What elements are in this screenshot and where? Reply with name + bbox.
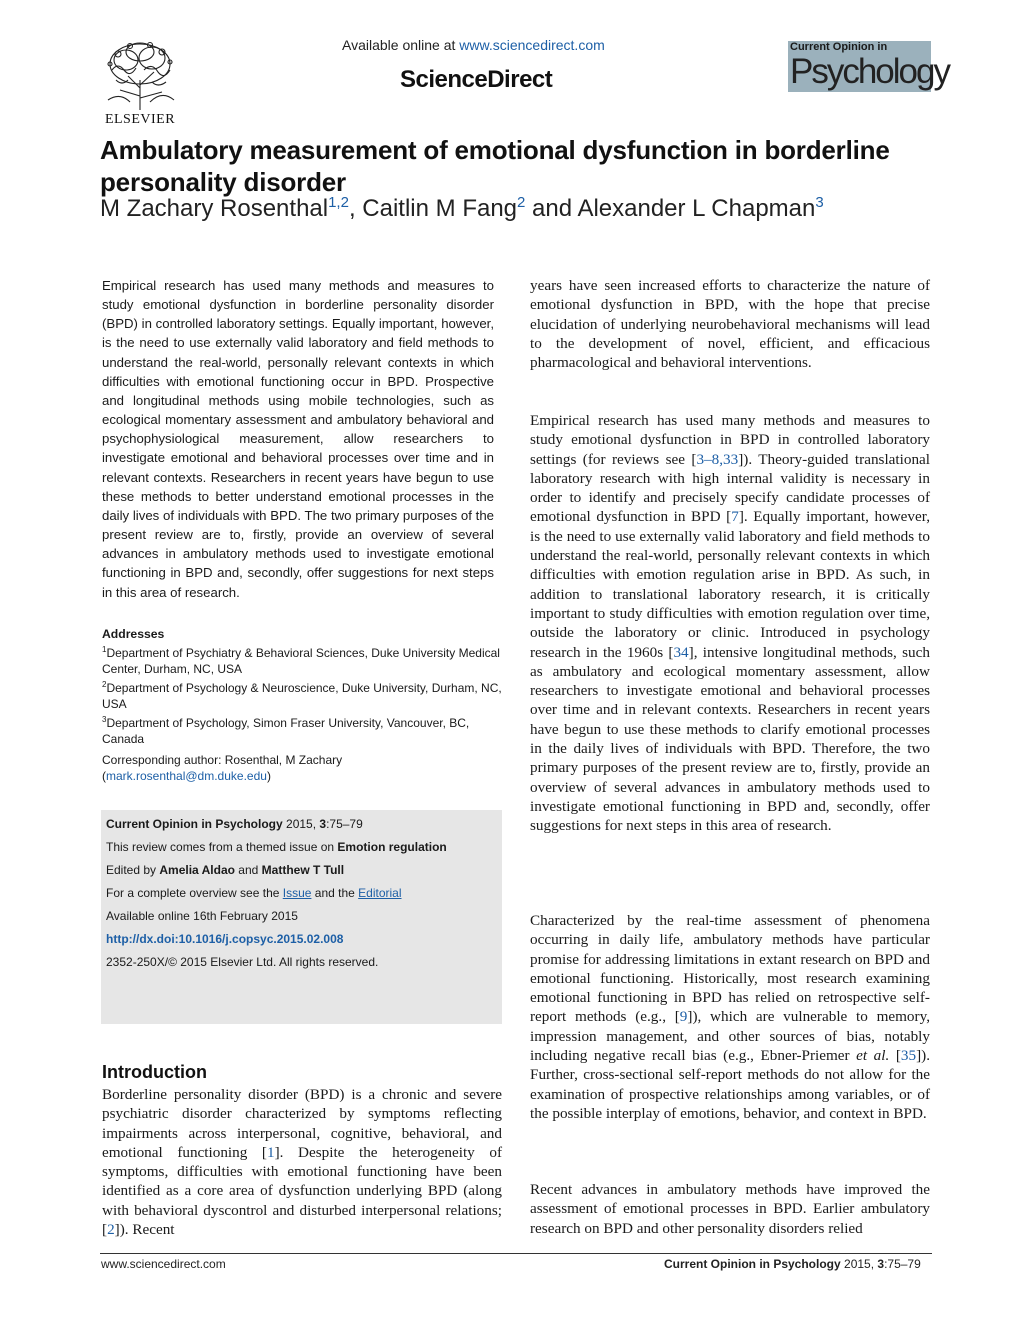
- sciencedirect-brand: ScienceDirect: [400, 66, 553, 93]
- author-separator: and: [525, 195, 578, 222]
- address-item: [102, 677, 502, 712]
- copyright-symbol: ©: [168, 955, 177, 969]
- info-theme: [106, 840, 447, 854]
- corresponding-author: [102, 752, 502, 784]
- sciencedirect-url-link[interactable]: www.sciencedirect.com: [459, 37, 605, 53]
- reference-link[interactable]: 2: [107, 1221, 115, 1239]
- journal-badge-top-text: Current Opinion in: [790, 41, 888, 53]
- reference-link[interactable]: 35: [900, 1047, 917, 1065]
- journal-badge-big-text: Psychology: [790, 52, 949, 91]
- doi-link[interactable]: http://dx.doi:10.1016/j.copsyc.2015.02.008: [106, 932, 344, 946]
- body-text: ]), which are vulnerable to memory, impression management, and other sources of bias, notably including negative recall bias (e.g., Ebner-Priemer: [530, 1008, 930, 1065]
- introduction-paragraph: [102, 1085, 502, 1239]
- issue-link[interactable]: Issue: [282, 886, 312, 900]
- body-text: Borderline personality disorder (BPD) is a chronic and severe psychiatric disorder characterized by symptoms reflecting impairments across interpersonal, cognitive, behavioral, and emotional functioning [: [102, 1086, 502, 1161]
- addresses-heading: Addresses: [102, 627, 165, 641]
- info-editor-name: Amelia Aldao: [159, 863, 235, 877]
- address-item: [102, 642, 502, 677]
- reference-link[interactable]: 9: [679, 1008, 688, 1026]
- info-overview-prefix: For a complete overview see the: [106, 886, 283, 900]
- author-name: Caitlin M Fang: [362, 195, 518, 222]
- elsevier-logo: [100, 40, 180, 128]
- author-name: Alexander L Chapman: [577, 195, 816, 222]
- author-list: [100, 194, 824, 223]
- reference-link[interactable]: 3–8,33: [696, 450, 739, 468]
- address-text: Department of Psychiatry & Behavioral Sciences, Duke University Medical Center, Durham, NC, USA: [102, 646, 500, 676]
- info-overview: [106, 886, 402, 900]
- info-copyright: [106, 955, 378, 969]
- reference-link[interactable]: 34: [673, 643, 689, 661]
- introduction-heading: Introduction: [102, 1062, 207, 1082]
- address-number: 2: [102, 680, 107, 689]
- address-item: [102, 712, 502, 747]
- body-text: ]). Recent: [114, 1221, 175, 1239]
- footer-divider: [100, 1253, 932, 1254]
- body-text: ]). Further, cross-sectional self-report methods do not allow for the examination of prospective relationships among variables, or of the possible interplay of emotions, behavior, and context in BPD.: [530, 1047, 930, 1122]
- corresponding-label: Corresponding author: Rosenthal, M Zachary: [102, 753, 343, 767]
- available-online-prefix: Available online at: [342, 37, 460, 53]
- author-affiliation-link[interactable]: 1,2: [328, 194, 349, 211]
- footer-volume: 3: [877, 1257, 885, 1271]
- author-separator: ,: [348, 195, 363, 222]
- info-available-date: Available online 16th February 2015: [106, 909, 298, 923]
- body-text: [: [889, 1047, 901, 1065]
- info-volume: 3: [319, 817, 327, 831]
- address-number: 3: [102, 715, 107, 724]
- et-al-text: et al.: [856, 1047, 890, 1065]
- info-edited-prefix: Edited by: [106, 863, 160, 877]
- body-paragraph: Recent advances in ambulatory methods have improved the assessment of emotional processes in BPD. Earlier ambulatory research on BPD and other personality disorders relied: [530, 1181, 930, 1237]
- author-affiliation-link[interactable]: 3: [815, 194, 824, 211]
- address-text: Department of Psychology, Simon Fraser University, Vancouver, BC, Canada: [102, 716, 470, 746]
- elsevier-wordmark: ELSEVIER: [104, 112, 176, 127]
- corresponding-email-link[interactable]: mark.rosenthal@dm.duke.edu: [106, 769, 267, 783]
- footer-pages: :75–79: [884, 1257, 921, 1271]
- author-name: M Zachary Rosenthal: [100, 195, 329, 222]
- reference-link[interactable]: 7: [731, 508, 739, 526]
- footer-url[interactable]: www.sciencedirect.com: [101, 1257, 226, 1271]
- journal-badge: [788, 41, 949, 92]
- body-text: Empirical research has used many methods and measures to study emotional dysfunction in BPD in controlled laboratory settings (for reviews see [: [530, 412, 930, 468]
- footer-citation: [664, 1257, 921, 1271]
- address-text: Department of Psychology & Neuroscience, Duke University, Durham, NC, USA: [102, 681, 502, 711]
- elsevier-tree-icon: [100, 40, 180, 112]
- body-text: ]). Theory-guided translational laboratory research with high internal validity is necessary in order to identify and precisely specify candidate processes of emotional dysfunction in BPD [: [530, 450, 930, 526]
- body-text: Characterized by the real-time assessment of phenomena occurring in daily life, ambulatory methods have particular promise for addressing limitations in extant research on BPD and emotional functioning. Historically, most research examining emotional functioning in BPD has relied on retrospective self-report methods (e.g., [: [530, 912, 930, 1026]
- body-paragraph: [530, 911, 930, 1123]
- addresses-section: [102, 626, 502, 747]
- available-online-line: [342, 37, 605, 53]
- author-affiliation-link[interactable]: 2: [517, 194, 526, 211]
- address-number: 1: [102, 645, 107, 654]
- article-title: Ambulatory measurement of emotional dysfunction in borderline personality disorder: [100, 135, 890, 197]
- info-year: 2015,: [282, 817, 320, 831]
- body-text: ]. Despite the heterogeneity of symptoms, difficulties with emotional functioning have been identified as a core area of dysfunction underlying BPD (along with behavioral dyscontrol and disturbed interpersonal relations; [: [102, 1143, 503, 1239]
- info-editors: [106, 863, 344, 877]
- info-journal-name: Current Opinion in Psychology: [106, 817, 283, 831]
- info-editor-name: Matthew T Tull: [261, 863, 345, 877]
- editorial-link[interactable]: Editorial: [358, 886, 402, 900]
- abstract-text: Empirical research has used many methods and measures to study emotional dysfunction in borderline personality disorder (BPD) in controlled laboratory settings. Equally important, however, is the need to use externally valid laboratory and field methods to understand the real-world, personally relevant contexts in which difficulties with emotional functioning occur in BPD. Prospective and longitudinal methods using mobile technologies, such as ecological momentary assessment and ambulatory behavioral and psychophysiological measurement, allow researchers to investigate emotional and behavioral processes over time and in relevant contexts. Researchers in recent years have begun to use these methods to better understand emotional processes in the daily lives of individuals with BPD. The two primary purposes of the present review are to, firstly, provide an overview of several advances in ambulatory methods used to investigate emotional functioning in BPD and, secondly, offer suggestions for next steps in this area of research.: [102, 278, 494, 600]
- info-overview-and: and the: [311, 886, 359, 900]
- body-paragraph: [530, 411, 930, 836]
- body-text: ]. Equally important, however, is the need to use externally valid laboratory and field methods to understand the real-world, personally relevant contexts in which difficulties with emotion regulation arise in BPD. As such, in addition to translational laboratory research, it is critically important to study difficulties with emotion regulation over time, outside the laboratory or clinic. Introduced in psychology research in the 1960s [: [530, 508, 930, 661]
- corresponding-email-line: (mark.rosenthal@dm.duke.edu): [102, 769, 271, 783]
- info-theme-prefix: This review comes from a themed issue on: [106, 840, 338, 854]
- info-pages: :75–79: [326, 817, 363, 831]
- reference-link[interactable]: 1: [266, 1143, 275, 1161]
- info-citation: [106, 817, 363, 831]
- info-copyright-text: 2015 Elsevier Ltd. All rights reserved.: [176, 955, 379, 969]
- footer-year: 2015,: [840, 1257, 878, 1271]
- info-theme-name: Emotion regulation: [337, 840, 447, 854]
- info-edited-and: and: [234, 863, 262, 877]
- body-paragraph: years have seen increased efforts to characterize the nature of emotional dysfunction in BPD, with the hope that precise elucidation of underlying neurobehavioral mechanisms will lead to the development of novel, efficient, and efficacious pharmacological and behavioral interventions.: [530, 277, 930, 372]
- info-issn: 2352-250X/: [106, 955, 169, 969]
- footer-journal: Current Opinion in Psychology: [664, 1257, 841, 1271]
- body-text: ], intensive longitudinal methods, such as ambulatory and ecological momentary assessment, allow researchers to investigate emotional and behavioral processes over time and in relevant contexts. Researchers in recent years have begun to use these methods to clarify emotional processes in the daily lives of individuals with BPD. Therefore, the two primary purposes of the present review are to, firstly, provide an overview of several advances in ambulatory methods used to investigate emotional functioning in BPD and, secondly, offer suggestions for next steps in this area of research.: [530, 643, 930, 835]
- article-info-box: [101, 810, 502, 1024]
